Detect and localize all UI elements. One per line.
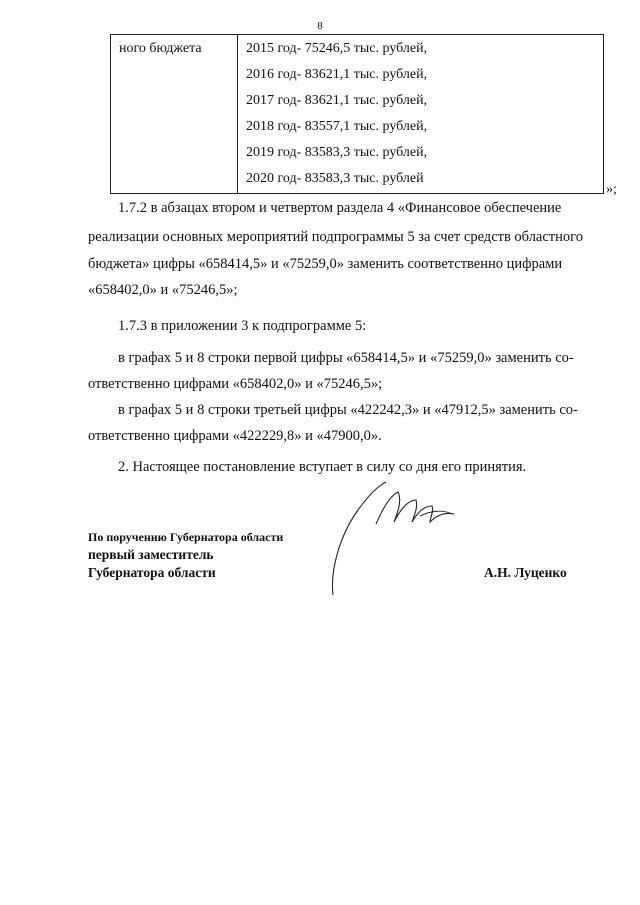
- paragraph-3-line-2: ответственно цифрами «658402,0» и «75246,5»;: [88, 376, 383, 392]
- paragraph-3-line-1: в графах 5 и 8 строки первой цифры «658414,5» и «75259,0» заменить со-: [118, 350, 574, 366]
- table-row: 2018 год- 83557,1 тыс. рублей,: [246, 119, 428, 134]
- table-row: 2020 год- 83583,3 тыс. рублей: [246, 171, 424, 186]
- paragraph-1-line-2: реализации основных мероприятий подпрограммы 5 за счет средств областного: [88, 229, 583, 245]
- table-end-mark: »;: [606, 182, 617, 197]
- budget-table: [110, 34, 604, 194]
- signatory-name: А.Н. Луценко: [484, 565, 567, 580]
- paragraph-4-line-2: ответственно цифрами «422229,8» и «47900,0».: [88, 428, 382, 444]
- table-left-cell: ного бюджета: [119, 41, 202, 56]
- paragraph-1-line-3: бюджета» цифры «658414,5» и «75259,0» заменить соответственно цифрами: [88, 256, 563, 272]
- paragraph-2: 1.7.3 в приложении 3 к подпрограмме 5:: [118, 318, 367, 334]
- table-divider: [237, 35, 238, 193]
- paragraph-1-line-1: 1.7.2 в абзацах втором и четвертом раздела 4 «Финансовое обеспечение: [118, 200, 562, 216]
- table-row: 2016 год- 83621,1 тыс. рублей,: [246, 67, 428, 82]
- signature-line-3: Губернатора области: [88, 565, 216, 580]
- paragraph-4-line-1: в графах 5 и 8 строки третьей цифры «422242,3» и «47912,5» заменить со-: [118, 402, 578, 418]
- paragraph-1-line-4: «658402,0» и «75246,5»;: [88, 282, 238, 298]
- table-row: 2015 год- 75246,5 тыс. рублей,: [246, 41, 428, 56]
- signature-line-1: По поручению Губернатора области: [88, 530, 284, 544]
- paragraph-5: 2. Настоящее постановление вступает в силу со дня его принятия.: [118, 459, 527, 475]
- table-row: 2019 год- 83583,3 тыс. рублей,: [246, 145, 428, 160]
- signature-line-2: первый заместитель: [88, 547, 214, 562]
- table-row: 2017 год- 83621,1 тыс. рублей,: [246, 93, 428, 108]
- page-number: 8: [317, 20, 323, 32]
- handwritten-signature: [320, 470, 480, 600]
